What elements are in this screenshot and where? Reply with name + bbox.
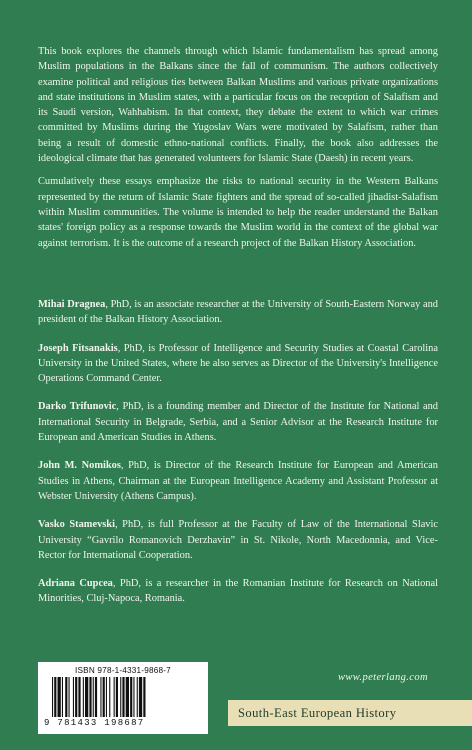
book-description: [38, 44, 438, 259]
author-bio: [38, 576, 438, 607]
author-bio: [38, 341, 438, 387]
isbn-label: ISBN 978-1-4331-9868-7: [75, 666, 171, 675]
author-name: Joseph Fitsanakis: [38, 342, 118, 354]
author-bio: [38, 517, 438, 563]
author-bio: [38, 297, 438, 328]
author-name: Mihai Dragnea: [38, 299, 106, 310]
publisher-website[interactable]: www.peterlang.com: [337, 672, 428, 683]
author-bio-text: , PhD, is Director of the Research Institute for European and American Studies in Athens, Chairman at the European Intelligence Academy and Assistant Professor at Webster University (Athens Campus).: [38, 460, 438, 502]
description-paragraph-1: This book explores the channels through which Islamic fundamentalism has spread among Muslim populations in the Balkans since the fall of communism. The authors collectively examine political and religious ties between Balkan Muslims and various private organizations and state institutions in Muslim states, with a particular focus on the reception of Salafism and its Saudi version, Wahhabism. In that context, they debate the extent to which war crimes committed by Muslims during the Yugoslav Wars were motivated by Salafism, rather than being a result of domestic ethno-national conflicts. Finally, the book also addresses the ideological climate that has generated volunteers for Islamic State (Daesh) in recent years.: [38, 46, 438, 165]
author-bio-text: , PhD, is an associate researcher at the University of South-Eastern Norway and president of the Balkan History Association.: [38, 299, 438, 326]
author-bios: [38, 297, 438, 620]
author-name: Vasko Stamevski: [38, 519, 115, 531]
author-name: Adriana Cupcea: [38, 578, 113, 590]
author-bio: [38, 458, 438, 504]
author-bio: [38, 399, 438, 445]
author-name: Darko Trifunovic: [38, 401, 117, 413]
author-bio-text: , PhD, is full Professor at the Faculty of Law of the International Slavic University “Gavrilo Romanovich Derzhavin” in St. Nikole, North Macedonnia, and Vice-Rector for International Cooperation.: [38, 519, 439, 561]
barcode-digits: 9 781433 198687: [44, 718, 145, 728]
series-title: South-East European History: [238, 705, 397, 720]
author-bio-text: , PhD, is a researcher in the Romanian Institute for Research on National Minorities, Cluj-Napoca, Romania.: [38, 578, 438, 605]
series-band: [228, 700, 472, 726]
author-bio-text: , PhD, is a founding member and Director of the Institute for National and International Security in Belgrade, Serbia, and a Senior Advisor at the Research Institute for European and American Studies in Athens.: [38, 401, 438, 444]
author-bio-text: , PhD, is Professor of Intelligence and Security Studies at Coastal Carolina University in the United States, where he also serves as Director of the University's Intelligence Operations Command Center.: [38, 342, 438, 385]
description-paragraph-2: Cumulatively these essays emphasize the risks to national security in the Western Balkans represented by the return of Islamic State fighters and the spread of so-called jihadist-Salafism within Muslim communities. The volume is intended to help the reader understand the Balkan states' foreign policy as a response towards the Muslim world in the context of the global war against terrorism. It is the outcome of a research project of the Balkan History Association.: [38, 176, 438, 249]
barcode-icon: [48, 677, 198, 717]
author-name: John M. Nomikos: [38, 460, 121, 472]
barcode-panel: [38, 662, 208, 734]
